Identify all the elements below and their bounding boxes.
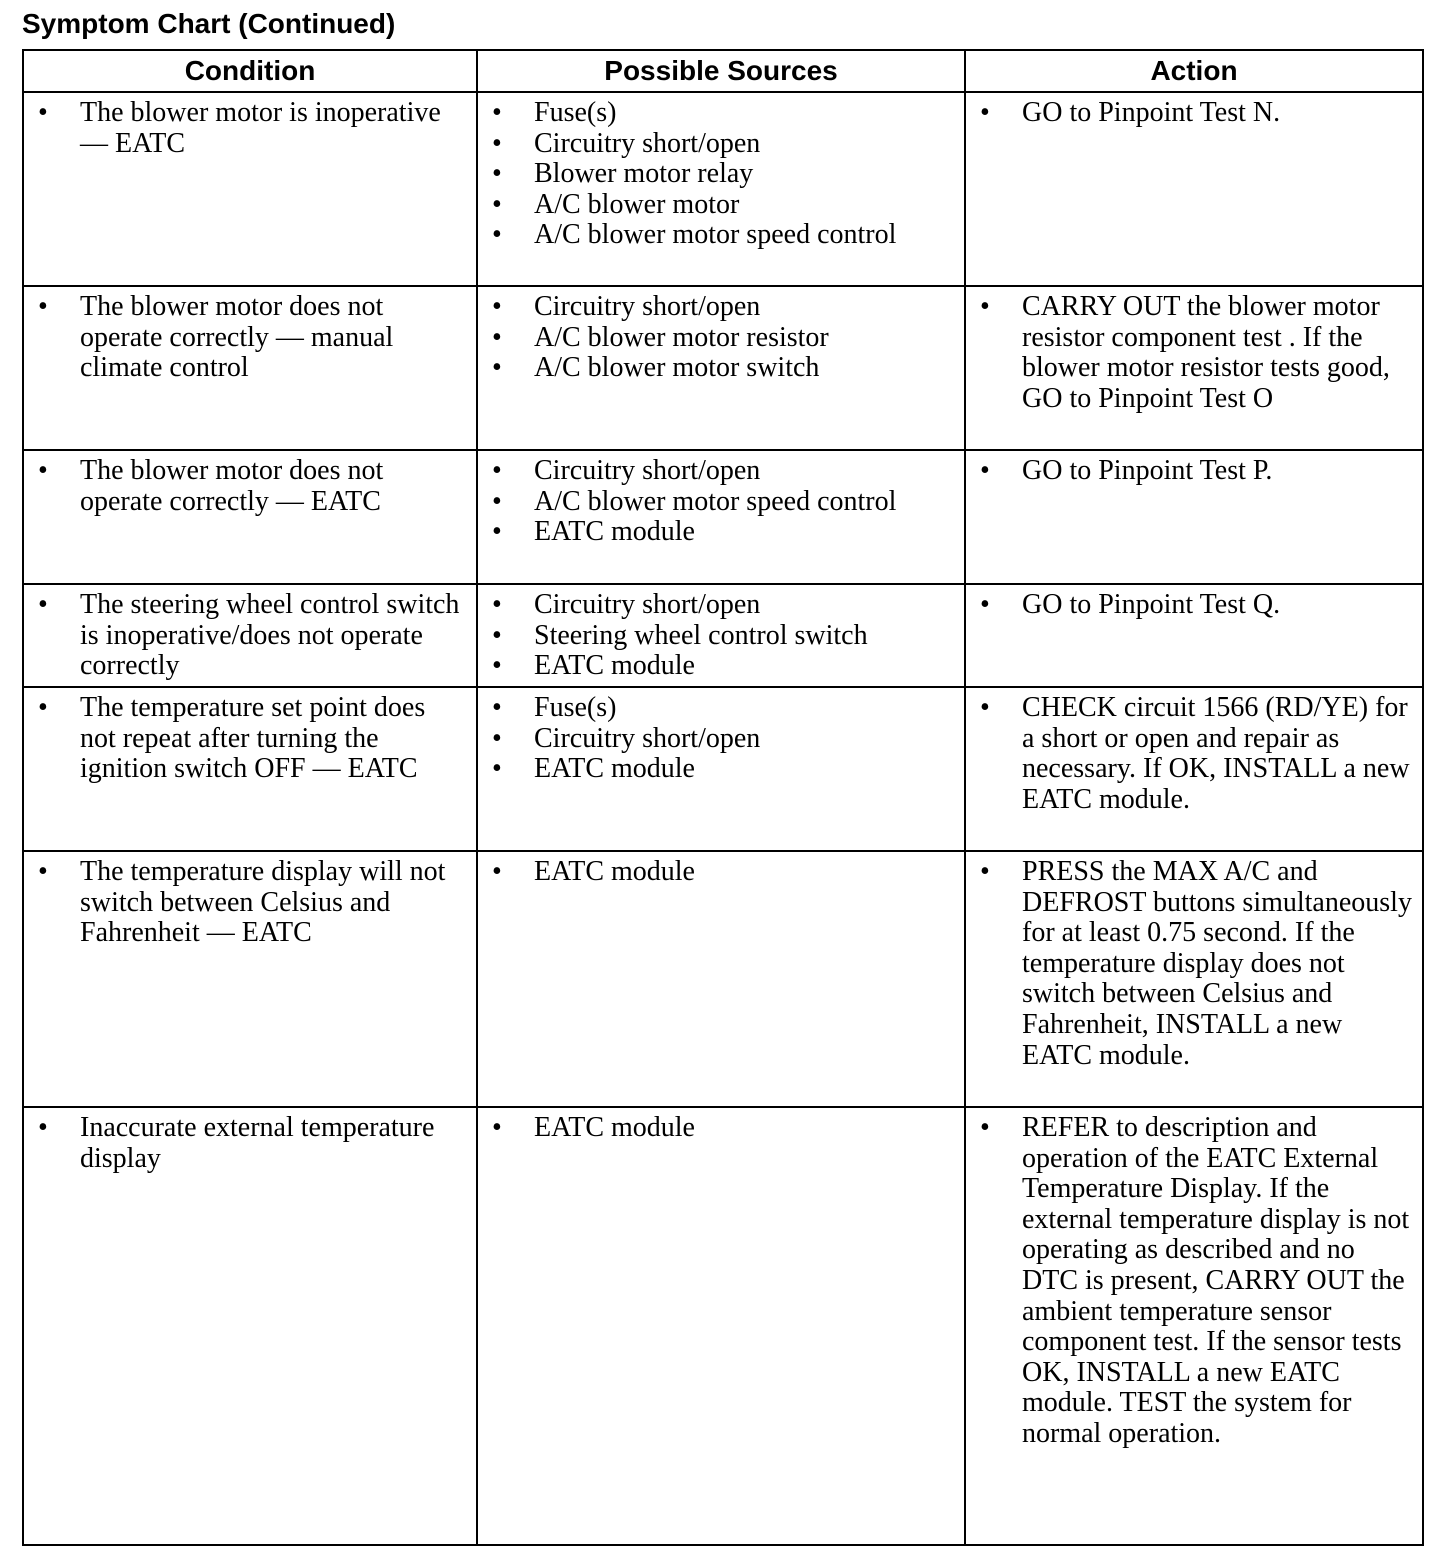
table-row: [23, 286, 1423, 450]
sources-cell: [477, 851, 965, 1107]
condition-text: • The steering wheel control switch is inoperative/does not operate correctly: [24, 590, 466, 682]
source-item: • EATC module: [478, 754, 954, 785]
sources-cell: [477, 450, 965, 584]
table-row: [23, 687, 1423, 851]
table-row: [23, 584, 1423, 687]
sources-header: Possible Sources: [477, 50, 965, 92]
action-text: • GO to Pinpoint Test Q.: [966, 590, 1412, 621]
action-cell: [965, 92, 1423, 286]
action-text: • REFER to description and operation of the EATC External Temperature Display. If the external temperature display is not operating as described and no DTC is present, CARRY OUT the ambient temperature sensor component test. If the sensor tests OK, INSTALL a new EATC module. TEST the system for normal operation.: [966, 1113, 1412, 1450]
condition-cell: [23, 687, 477, 851]
sources-cell: [477, 584, 965, 687]
source-item: • Circuitry short/open: [478, 292, 954, 323]
action-cell: [965, 584, 1423, 687]
source-item: • Steering wheel control switch: [478, 621, 954, 652]
source-item: • A/C blower motor speed control: [478, 487, 954, 518]
condition-cell: [23, 286, 477, 450]
action-text: • CHECK circuit 1566 (RD/YE) for a short or open and repair as necessary. If OK, INSTALL a new EATC module.: [966, 693, 1412, 815]
condition-cell: [23, 450, 477, 584]
action-header: Action: [965, 50, 1423, 92]
action-text: • PRESS the MAX A/C and DEFROST buttons simultaneously for at least 0.75 second. If the temperature display does not switch between Celsius and Fahrenheit, INSTALL a new EATC module.: [966, 857, 1412, 1071]
source-item: • Blower motor relay: [478, 159, 954, 190]
header-row: [23, 50, 1423, 92]
source-item: • EATC module: [478, 651, 954, 682]
condition-header: Condition: [23, 50, 477, 92]
sources-cell: [477, 92, 965, 286]
condition-text: • The blower motor does not operate correctly — manual climate control: [24, 292, 466, 384]
source-item: • Fuse(s): [478, 693, 954, 724]
action-cell: [965, 450, 1423, 584]
source-item: • A/C blower motor switch: [478, 353, 954, 384]
sources-cell: [477, 1107, 965, 1545]
table-row: [23, 1107, 1423, 1545]
source-item: • Fuse(s): [478, 98, 954, 129]
source-item: • Circuitry short/open: [478, 590, 954, 621]
action-text: • GO to Pinpoint Test N.: [966, 98, 1412, 129]
symptom-chart-table: [22, 49, 1424, 1546]
action-text: • CARRY OUT the blower motor resistor component test . If the blower motor resistor tests good, GO to Pinpoint Test O: [966, 292, 1416, 414]
table-row: [23, 450, 1423, 584]
action-cell: [965, 851, 1423, 1107]
action-cell: [965, 687, 1423, 851]
source-item: • EATC module: [478, 517, 954, 548]
condition-cell: [23, 92, 477, 286]
action-cell: [965, 1107, 1423, 1545]
table-row: [23, 851, 1423, 1107]
source-item: • A/C blower motor speed control: [478, 220, 954, 251]
source-item: • EATC module: [478, 1113, 954, 1144]
condition-cell: [23, 1107, 477, 1545]
condition-cell: [23, 584, 477, 687]
condition-text: • The blower motor does not operate correctly — EATC: [24, 456, 466, 517]
condition-text: • The temperature set point does not repeat after turning the ignition switch OFF — EATC: [24, 693, 466, 785]
sources-cell: [477, 286, 965, 450]
condition-text: • The blower motor is inoperative — EATC: [24, 98, 466, 159]
action-cell: [965, 286, 1423, 450]
source-item: • Circuitry short/open: [478, 724, 954, 755]
source-item: • A/C blower motor resistor: [478, 323, 954, 354]
condition-text: • The temperature display will not switch between Celsius and Fahrenheit — EATC: [24, 857, 466, 949]
source-item: • EATC module: [478, 857, 954, 888]
page-title: Symptom Chart (Continued): [22, 8, 396, 39]
source-item: • A/C blower motor: [478, 190, 954, 221]
source-item: • Circuitry short/open: [478, 456, 954, 487]
table-row: [23, 92, 1423, 286]
condition-text: • Inaccurate external temperature display: [24, 1113, 466, 1174]
source-item: • Circuitry short/open: [478, 129, 954, 160]
sources-cell: [477, 687, 965, 851]
action-text: • GO to Pinpoint Test P.: [966, 456, 1412, 487]
condition-cell: [23, 851, 477, 1107]
